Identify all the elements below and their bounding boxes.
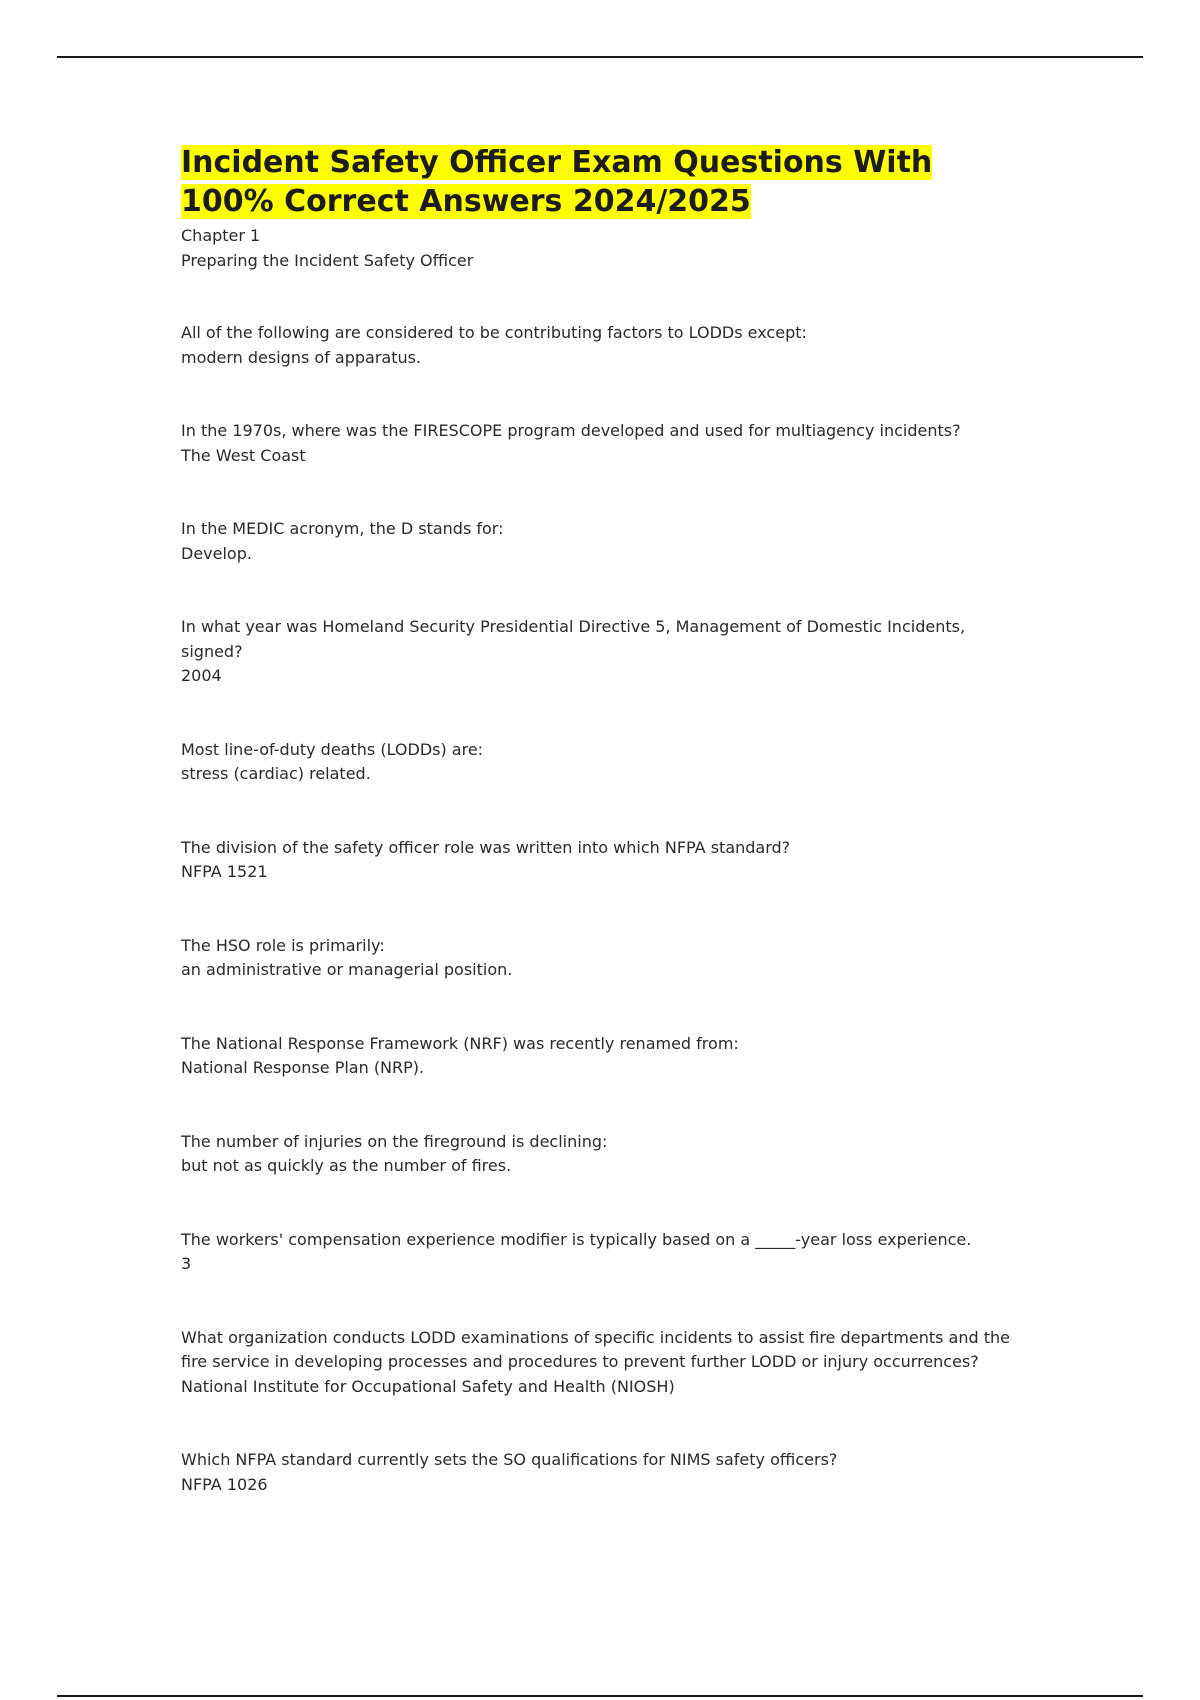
qa-item — [181, 1228, 1011, 1277]
answer-text: 2004 — [181, 666, 222, 685]
question-text: What organization conducts LODD examinations of specific incidents to assist fire departments and the fire service in developing processes and procedures to prevent further LODD or injury occurrences? — [181, 1327, 1010, 1371]
chapter-subtitle: Preparing the Incident Safety Officer — [181, 251, 474, 270]
document-title — [181, 143, 1011, 221]
answer-text: The West Coast — [181, 445, 306, 465]
qa-item — [181, 738, 1011, 787]
question-text: Most line-of-duty deaths (LODDs) are: — [181, 739, 484, 759]
answer-text: Develop. — [181, 543, 252, 563]
answer-text: but not as quickly as the number of fires. — [181, 1156, 512, 1175]
answer-text: National Response Plan (NRP). — [181, 1058, 425, 1077]
qa-item — [181, 517, 1011, 566]
qa-list — [181, 321, 1011, 1497]
answer-text: stress (cardiac) related. — [181, 764, 371, 783]
answer-text: NFPA 1521 — [181, 862, 268, 881]
question-text: The workers' compensation experience modifier is typically based on a _____-year loss experience. — [181, 1229, 972, 1249]
chapter-heading — [181, 223, 1011, 273]
document-body — [181, 143, 1011, 1546]
qa-item — [181, 321, 1011, 370]
answer-text: NFPA 1026 — [181, 1474, 268, 1494]
answer-text: 3 — [181, 1254, 192, 1273]
qa-item — [181, 1326, 1011, 1400]
answer-text: an administrative or managerial position. — [181, 960, 513, 979]
qa-item — [181, 934, 1011, 983]
qa-item — [181, 615, 1011, 689]
title-line-2: 100% Correct Answers 2024/2025 — [181, 184, 751, 219]
qa-item — [181, 1448, 1011, 1497]
question-text: The division of the safety officer role was written into which NFPA standard? — [181, 837, 791, 857]
question-text: In the MEDIC acronym, the D stands for: — [181, 519, 504, 538]
question-text: Which NFPA standard currently sets the SO qualifications for NIMS safety officers? — [181, 1450, 838, 1469]
title-line-1: Incident Safety Officer Exam Questions With — [181, 145, 933, 180]
qa-item — [181, 1130, 1011, 1179]
question-text: The National Response Framework (NRF) was recently renamed from: — [181, 1033, 739, 1053]
question-text: In the 1970s, where was the FIRESCOPE program developed and used for multiagency incidents? — [181, 421, 961, 440]
qa-item — [181, 1032, 1011, 1081]
question-text: The number of injuries on the fireground is declining: — [181, 1131, 608, 1151]
bottom-rule — [57, 1695, 1143, 1697]
question-text: The HSO role is primarily: — [181, 935, 385, 955]
answer-text: modern designs of apparatus. — [181, 347, 422, 367]
top-rule — [57, 56, 1143, 58]
chapter-number: Chapter 1 — [181, 226, 261, 245]
question-text: In what year was Homeland Security Presidential Directive 5, Management of Domestic Incidents, signed? — [181, 617, 966, 661]
qa-item — [181, 419, 1011, 468]
question-text: All of the following are considered to be contributing factors to LODDs except: — [181, 323, 807, 342]
qa-item — [181, 836, 1011, 885]
answer-text: National Institute for Occupational Safety and Health (NIOSH) — [181, 1376, 675, 1396]
